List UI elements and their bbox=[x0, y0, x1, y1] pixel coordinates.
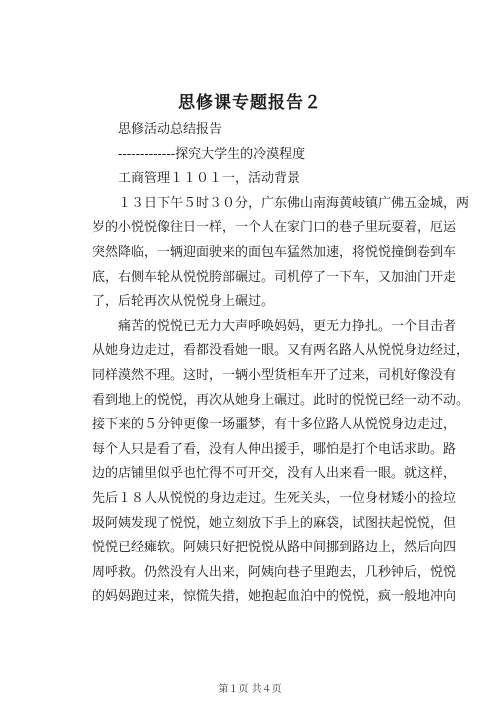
paragraph-line: 圾阿姨发现了悦悦，她立刻放下手上的麻袋，试图扶起悦悦，但 bbox=[92, 515, 457, 531]
paragraph-line: 底，右侧车轮从悦悦胯部碾过。司机停了一下车，又加油门开走 bbox=[92, 269, 457, 285]
paragraph-line: 边的店铺里似乎也忙得不可开交，没有人出来看一眼。就这样， bbox=[92, 466, 457, 482]
paragraph-2 bbox=[92, 315, 470, 610]
paragraph-line: 周呼救。仍然没有人出来，阿姨向巷子里跑去，几秒钟后，悦悦 bbox=[92, 564, 457, 580]
paragraph-line: 看到地上的悦悦，再次从她身上碾过。此时的悦悦已经一动不动。 bbox=[92, 392, 470, 408]
page-title: 思修课专题报告２ bbox=[178, 93, 322, 113]
subtitle-line: 思修活动总结报告 bbox=[118, 122, 223, 137]
paragraph-line: 岁的小悦悦像往日一样，一个人在家门口的巷子里玩耍着，厄运 bbox=[92, 220, 457, 236]
paragraph-line: 悦悦已经瘫软。阿姨只好把悦悦从路中间挪到路边上，然后向四 bbox=[92, 540, 457, 556]
paragraph-line: 痛苦的悦悦已无力大声呼唤妈妈，更无力挣扎。一个目击者 bbox=[118, 318, 457, 334]
paragraph-1 bbox=[92, 192, 470, 315]
paragraph-line: 接下来的５分钟更像一场噩梦，有十多位路人从悦悦身边走过， bbox=[92, 417, 457, 433]
paragraph-line: 从她身边走过，看都没看她一眼。又有两名路人从悦悦身边经过， bbox=[92, 343, 470, 359]
paragraph-line: １３日下午５时３０分，广东佛山南海黄岐镇广佛五金城，两 bbox=[118, 195, 470, 211]
paragraph-line: 先后１８人从悦悦的身边走过。生死关头，一位身材矮小的捡垃 bbox=[92, 490, 457, 506]
class-line: 工商管理１１０１一，活动背景 bbox=[118, 171, 301, 187]
paragraph-line: 每个人只是看了看，没有人伸出援手，哪怕是打个电话求助。路 bbox=[92, 441, 457, 457]
paragraph-line: 突然降临，一辆迎面驶来的面包车猛然加速，将悦悦撞倒卷到车 bbox=[92, 244, 457, 260]
document-body bbox=[92, 118, 470, 610]
paragraph-line: 的妈妈跑过来，惊慌失措，她抱起血泊中的悦悦，疯一般地冲向 bbox=[92, 589, 457, 605]
dash-line: -------------探究大学生的冷漠程度 bbox=[118, 146, 306, 162]
paragraph-line: 同样漠然不理。这时，一辆小型货柜车开了过来，司机好像没有 bbox=[92, 367, 457, 383]
paragraph-line: 了，后轮再次从悦悦身上碾过。 bbox=[92, 294, 275, 310]
page-number: 第１页 共４页 bbox=[218, 684, 282, 695]
